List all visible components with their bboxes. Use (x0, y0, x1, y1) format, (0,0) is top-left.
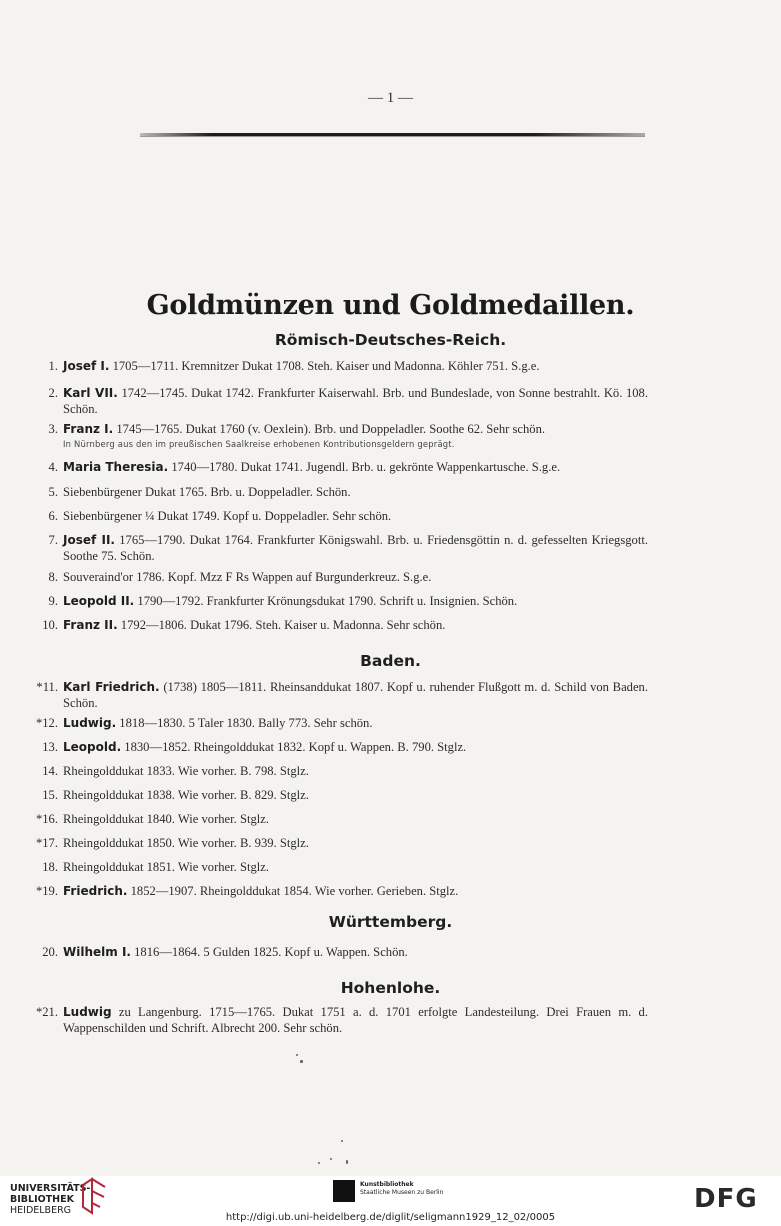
entry-name: Karl VII. (63, 386, 118, 400)
catalog-entry (28, 459, 648, 475)
catalog-entry (28, 859, 648, 875)
permalink-url[interactable]: http://digi.ub.uni-heidelberg.de/diglit/seligmann1929_12_02/0005 (225, 1212, 556, 1223)
entry-number: 1. (48, 359, 58, 373)
entry-text: 1765—1790. Dukat 1764. Frankfurter Königswahl. Brb. u. Friedensgöttin n. d. gefesselten Kriegsgott. Soothe 75. Schön. (63, 533, 648, 563)
entry-number: *17. (35, 836, 58, 850)
entry-number: 20. (42, 945, 58, 959)
entry-number: *12. (35, 716, 58, 730)
catalog-entry (28, 883, 648, 899)
paper-speck (341, 1140, 343, 1142)
entry-text: Rheingolddukat 1833. Wie vorher. B. 798. Stglz. (63, 764, 309, 778)
entry-text: 1852—1907. Rheingolddukat 1854. Wie vorher. Gerieben. Stglz. (130, 884, 459, 898)
catalog-entry (28, 532, 648, 564)
entry-name: Ludwig. (63, 716, 117, 730)
catalog-entry (28, 944, 648, 960)
entry-text: Siebenbürgener Dukat 1765. Brb. u. Doppeladler. Schön. (63, 485, 351, 499)
entry-name: Leopold. (63, 740, 122, 754)
paper-speck (330, 1158, 332, 1160)
catalog-entry (28, 508, 648, 524)
entry-name: Ludwig (63, 1005, 112, 1019)
section-heading-baden: Baden. (360, 652, 421, 670)
entry-text: 1742—1745. Dukat 1742. Frankfurter Kaiserwahl. Brb. und Bundeslade, von Sonne bestrahlt. Kö. 108. Schön. (63, 386, 648, 416)
entry-text: Souveraind'or 1786. Kopf. Mzz F Rs Wappen auf Burgunderkreuz. S.g.e. (63, 570, 432, 584)
catalog-entry (28, 617, 648, 633)
section-heading-hohenlohe: Hohenlohe. (340, 979, 441, 997)
catalog-entry (28, 739, 648, 755)
entry-number: 8. (48, 570, 58, 584)
catalog-entry (28, 715, 648, 731)
page-title: Goldmünzen und Goldmedaillen. (146, 290, 635, 321)
entry-text: zu Langenburg. 1715—1765. Dukat 1751 a. d. 1701 erfolgte Landesteilung. Drei Frauen m. d. Wappenschilden und Schrift. Albrecht 200. Sehr schön. (63, 1005, 648, 1035)
catalog-entry (28, 835, 648, 851)
entry-text: 1792—1806. Dukat 1796. Steh. Kaiser u. Madonna. Sehr schön. (120, 618, 446, 632)
entry-text: 1818—1830. 5 Taler 1830. Bally 773. Sehr schön. (119, 716, 373, 730)
kunstbibliothek-logo-icon (333, 1180, 355, 1202)
entry-number: *21. (35, 1005, 58, 1019)
paper-speck (300, 1060, 303, 1063)
entry-name: Josef I. (63, 359, 110, 373)
entry-text: Siebenbürgener ¼ Dukat 1749. Kopf u. Doppeladler. Sehr schön. (63, 509, 392, 523)
entry-name: Leopold II. (63, 594, 135, 608)
entry-text: 1790—1792. Frankfurter Krönungsdukat 1790. Schrift u. Insignien. Schön. (137, 594, 518, 608)
catalog-entry (28, 358, 648, 374)
entry-number: 2. (48, 386, 58, 400)
catalog-entry (28, 679, 648, 711)
entry-name: Josef II. (63, 533, 115, 547)
catalog-entry (28, 787, 648, 803)
entry-text: 1816—1864. 5 Gulden 1825. Kopf u. Wappen. Schön. (134, 945, 408, 959)
entry-text: 1745—1765. Dukat 1760 (v. Oexlein). Brb. und Doppeladler. Soothe 62. Sehr schön. (116, 422, 546, 436)
entry-number: *19. (35, 884, 58, 898)
heidelberg-mark-icon (80, 1177, 108, 1215)
entry-number: *16. (35, 812, 58, 826)
uni-logo-line2: BIBLIOTHEK (10, 1194, 74, 1205)
entry-number: 9. (48, 594, 58, 608)
entry-number: 5. (48, 485, 58, 499)
entry-name: Franz I. (63, 422, 114, 436)
entry-name: Franz II. (63, 618, 118, 632)
entry-number: 3. (48, 422, 58, 436)
entry-number: 14. (42, 764, 58, 778)
catalog-entry (28, 385, 648, 417)
catalog-entry (28, 1004, 648, 1036)
entry-name: Maria Theresia. (63, 460, 169, 474)
kb-line1: Kunstbibliothek (360, 1181, 414, 1188)
entry-number: 18. (42, 860, 58, 874)
kb-line2: Staatliche Museen zu Berlin (360, 1189, 444, 1196)
uni-logo-line1: UNIVERSITÄTS- (10, 1183, 91, 1194)
entry-number: *11. (36, 680, 58, 694)
catalog-entry (28, 763, 648, 779)
entry-text: Rheingolddukat 1838. Wie vorher. B. 829. Stglz. (63, 788, 309, 802)
entry-text: 1740—1780. Dukat 1741. Jugendl. Brb. u. gekrönte Wappenkartusche. S.g.e. (171, 460, 561, 474)
page-number: — 1 — (368, 90, 413, 106)
section-heading-roemisch-deutsches-reich: Römisch-Deutsches-Reich. (274, 331, 507, 349)
catalog-entry (28, 484, 648, 500)
entry-footnote: In Nürnberg aus den im preußischen Saalkreise erhobenen Kontributionsgeldern geprägt. (63, 439, 455, 449)
entry-text: 1705—1711. Kremnitzer Dukat 1708. Steh. Kaiser und Madonna. Köhler 751. S.g.e. (112, 359, 540, 373)
entry-number: 6. (48, 509, 58, 523)
entry-text: Rheingolddukat 1850. Wie vorher. B. 939. Stglz. (63, 836, 309, 850)
uni-logo-line3: HEIDELBERG (10, 1205, 72, 1216)
viewer-footer (0, 1176, 781, 1226)
catalog-entry (28, 593, 648, 609)
entry-name: Friedrich. (63, 884, 128, 898)
entry-name: Karl Friedrich. (63, 680, 160, 694)
entry-text: Rheingolddukat 1840. Wie vorher. Stglz. (63, 812, 269, 826)
catalog-entry (28, 811, 648, 827)
entry-text: Rheingolddukat 1851. Wie vorher. Stglz. (63, 860, 269, 874)
entry-text: (1738) 1805—1811. Rheinsanddukat 1807. Kopf u. ruhender Flußgott m. d. Schild von Baden. Schön. (63, 680, 649, 710)
entry-text: 1830—1852. Rheingolddukat 1832. Kopf u. Wappen. B. 790. Stglz. (124, 740, 467, 754)
paper-speck (318, 1162, 320, 1164)
paper-speck (296, 1054, 298, 1056)
paper-speck (346, 1160, 348, 1164)
entry-number: 7. (48, 533, 58, 547)
header-rule-thin (140, 136, 645, 137)
catalog-entry (28, 421, 648, 437)
entry-number: 4. (48, 460, 58, 474)
dfg-logo: DFG (694, 1184, 758, 1214)
entry-number: 10. (42, 618, 58, 632)
catalog-entry (28, 569, 648, 585)
entry-number: 13. (42, 740, 58, 754)
entry-number: 15. (42, 788, 58, 802)
entry-name: Wilhelm I. (63, 945, 131, 959)
section-heading-wuerttemberg: Württemberg. (328, 913, 453, 931)
kunstbibliothek-label (360, 1181, 443, 1197)
